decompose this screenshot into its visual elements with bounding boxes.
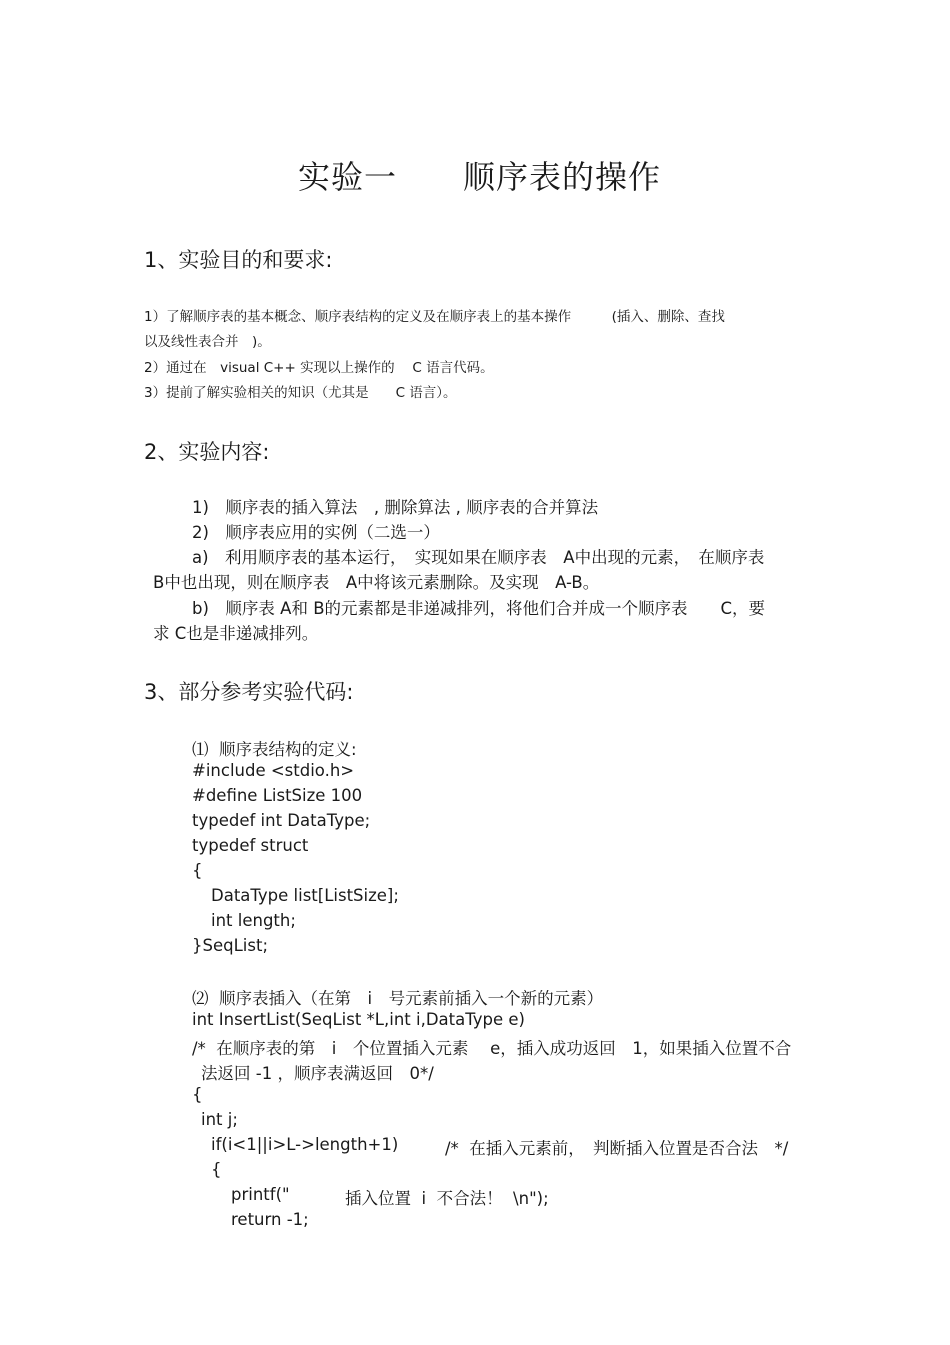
code-line: {	[192, 861, 203, 880]
content-item-b-cont: 求 C也是非递减排列。	[153, 624, 319, 643]
code-line: {	[211, 1160, 222, 1179]
purpose-item-2: 2）通过在 visual C++ 实现以上操作的 C 语言代码。	[144, 360, 494, 376]
code-line: int j;	[201, 1110, 238, 1129]
section-heading-content: 2、实验内容:	[144, 440, 270, 464]
section-heading-code: 3、部分参考实验代码:	[144, 680, 354, 704]
code-line: return -1;	[231, 1210, 309, 1229]
purpose-item-1-cont: 以及线性表合并 )。	[144, 334, 271, 350]
content-item-a: a) 利用顺序表的基本运行， 实现如果在顺序表 A中出现的元素， 在顺序表	[192, 548, 765, 567]
code-line: DataType list[ListSize];	[211, 886, 399, 905]
code-line: printf("	[231, 1185, 290, 1204]
code-subheading-1: ⑴ 顺序表结构的定义:	[192, 740, 357, 759]
content-item-b: b) 顺序表 A和 B的元素都是非递减排列，将他们合并成一个顺序表 C，要	[192, 599, 766, 618]
code-comment: /* 在插入元素前， 判断插入位置是否合法 */	[445, 1139, 789, 1158]
code-comment: /* 在顺序表的第 i 个位置插入元素 e，插入成功返回 1，如果插入位置不合	[192, 1039, 792, 1058]
code-line: {	[192, 1085, 203, 1104]
code-line: #define ListSize 100	[192, 786, 363, 805]
section-heading-purpose: 1、实验目的和要求:	[144, 248, 333, 272]
purpose-item-1: 1）了解顺序表的基本概念、顺序表结构的定义及在顺序表上的基本操作 (插入、删除、查找	[144, 309, 725, 325]
code-line: if(i<1||i>L->length+1)	[211, 1135, 399, 1154]
page-title: 实验一 顺序表的操作	[298, 158, 662, 196]
content-item-1: 1) 顺序表的插入算法 , 删除算法 , 顺序表的合并算法	[192, 498, 599, 517]
code-line: 插入位置 i 不合法！ \n");	[345, 1189, 549, 1208]
code-comment-cont: 法返回 -1 ，顺序表满返回 0*/	[201, 1064, 434, 1083]
code-line: int InsertList(SeqList *L,int i,DataType e)	[192, 1010, 525, 1029]
content-item-a-cont: B中也出现，则在顺序表 A中将该元素删除。及实现 A-B。	[153, 573, 600, 592]
code-line: typedef int DataType;	[192, 811, 371, 830]
code-line: }SeqList;	[192, 936, 268, 955]
code-subheading-2: ⑵ 顺序表插入（在第 i 号元素前插入一个新的元素）	[192, 989, 604, 1008]
code-line: #include <stdio.h>	[192, 761, 355, 780]
content-item-2: 2) 顺序表应用的实例（二选一）	[192, 523, 440, 542]
purpose-item-3: 3）提前了解实验相关的知识（尤其是 C 语言）。	[144, 385, 457, 401]
code-line: typedef struct	[192, 836, 309, 855]
code-line: int length;	[211, 911, 296, 930]
